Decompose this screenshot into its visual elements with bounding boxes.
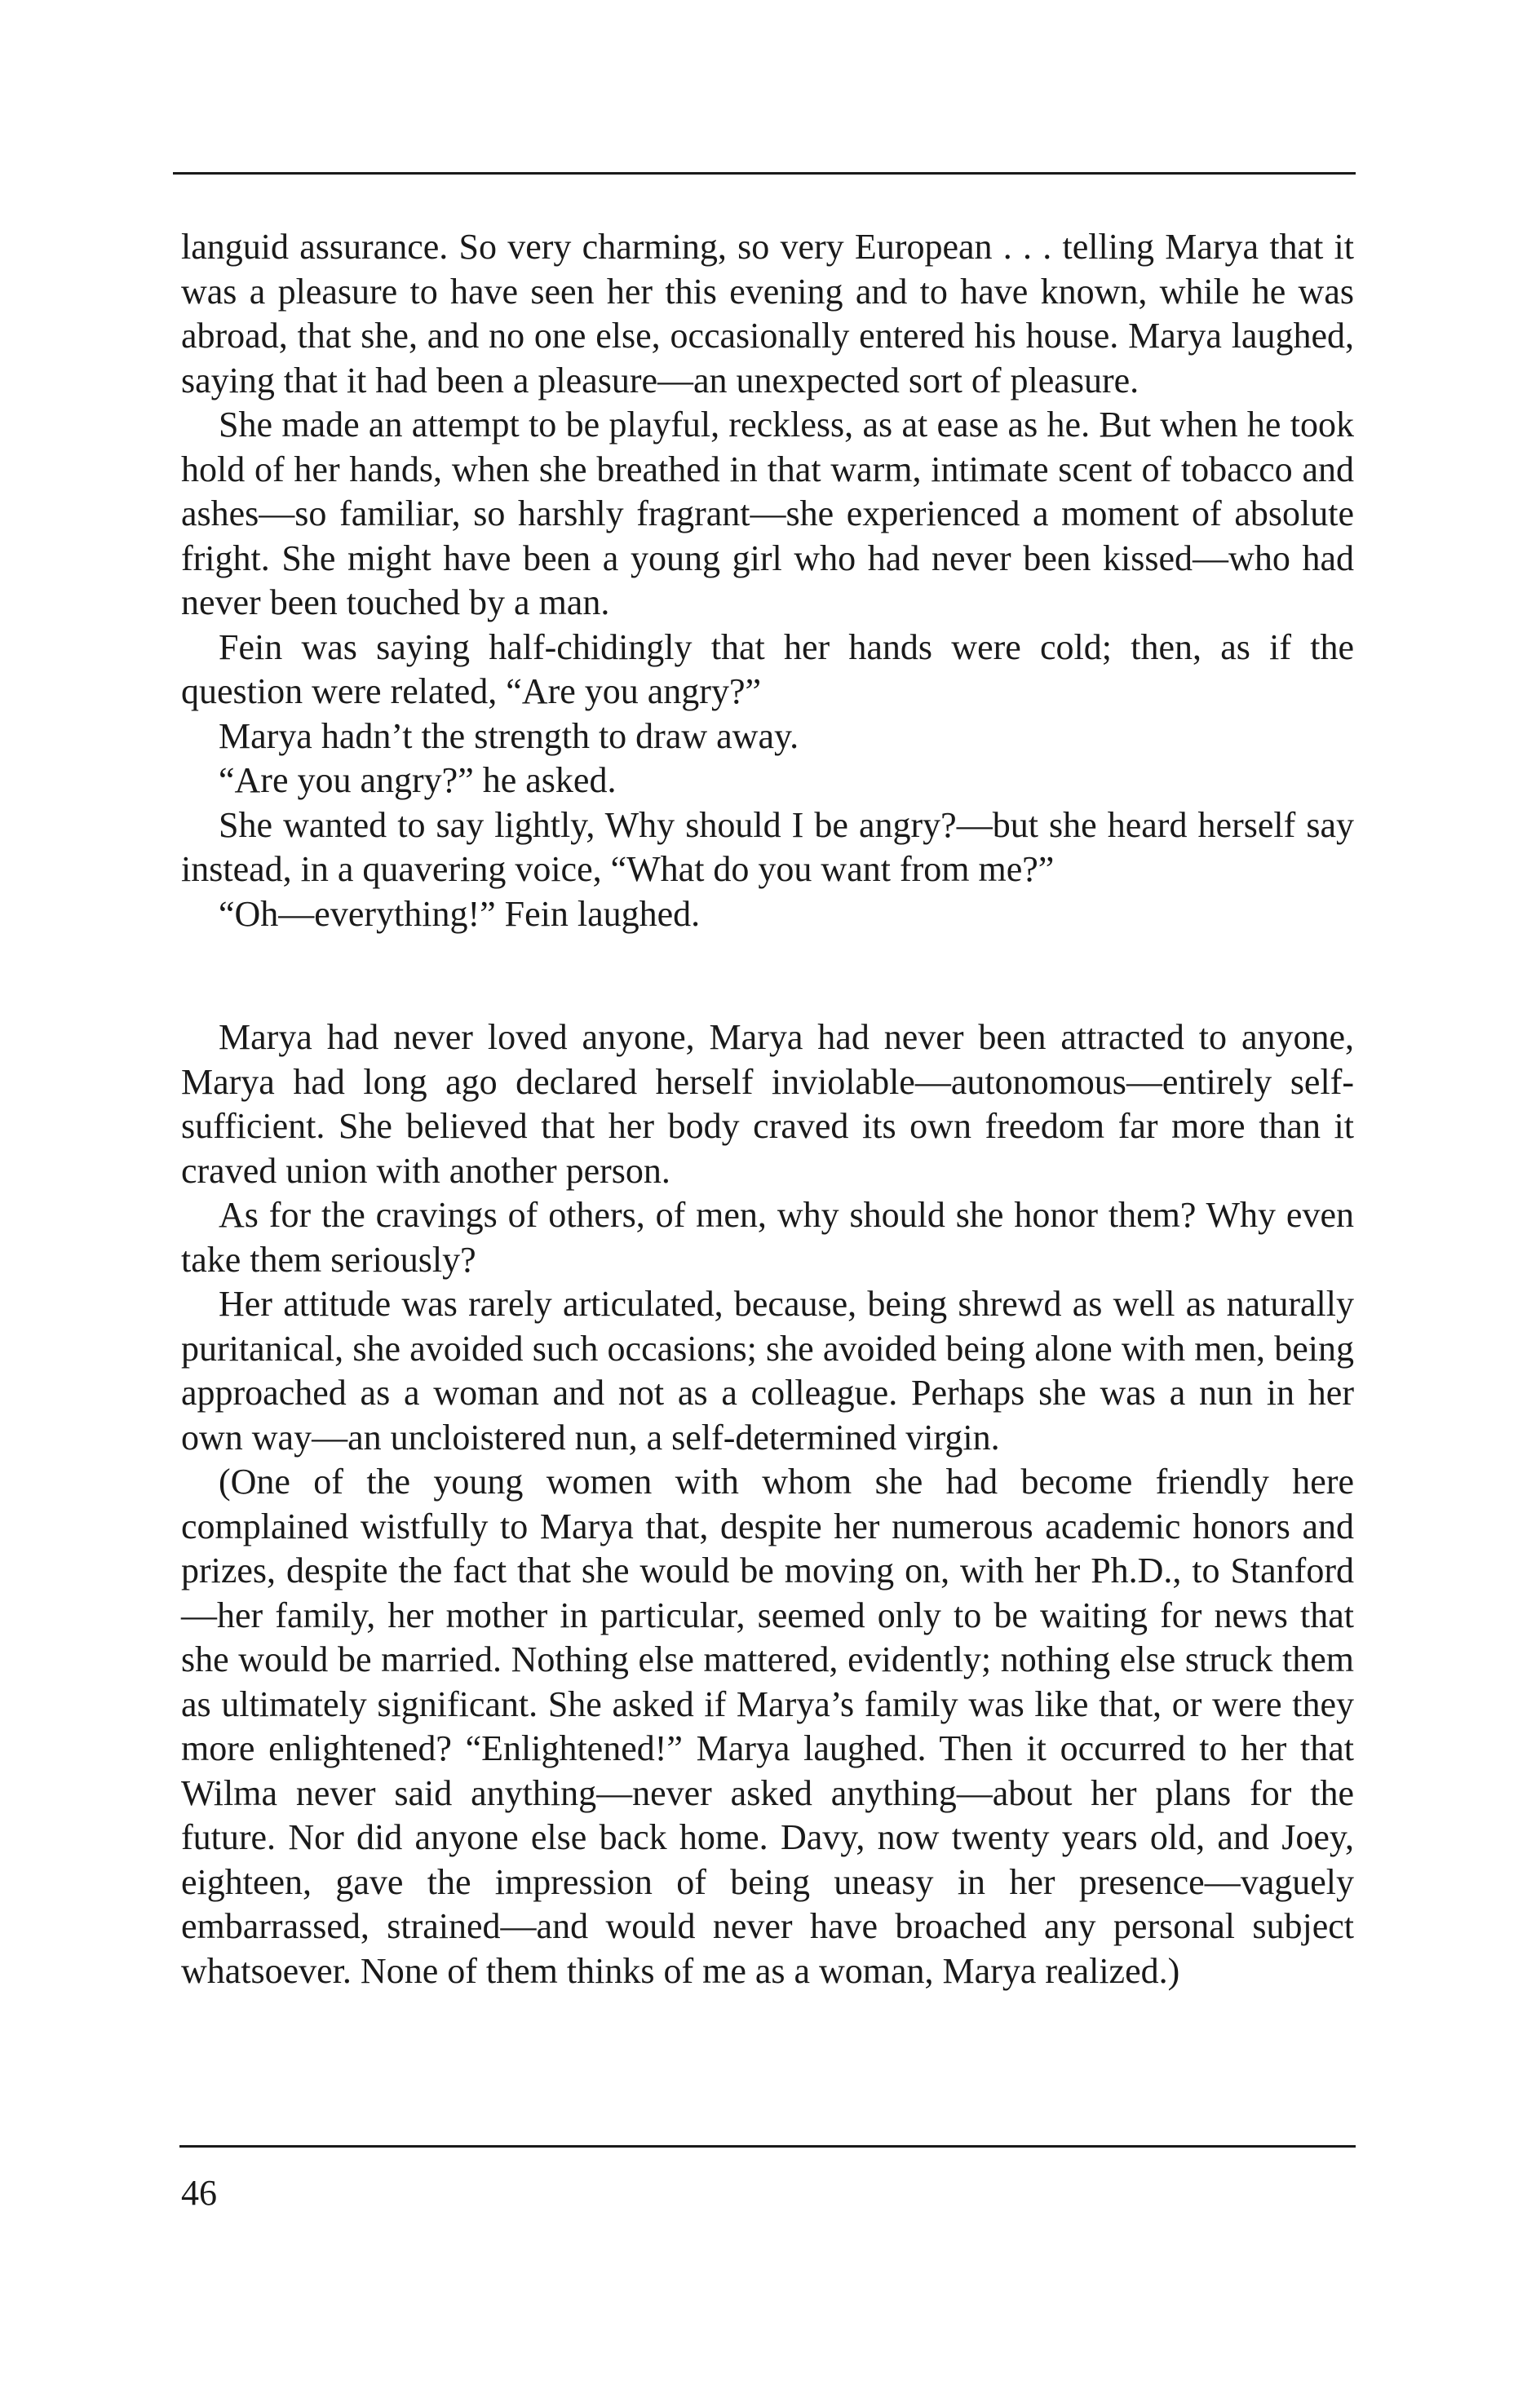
paragraph: “Are you angry?” he asked.	[219, 760, 617, 800]
text-section-2	[181, 1015, 1354, 1993]
paragraph: Fein was saying half-chidingly that her hands were cold; then, as if the question were related, “Are you angry?”	[181, 626, 1354, 711]
paragraph: “Oh—everything!” Fein laughed.	[219, 893, 701, 934]
text-section-1	[181, 225, 1354, 936]
bottom-rule	[179, 2145, 1356, 2148]
top-rule	[173, 172, 1356, 175]
paragraph: Marya had never loved anyone, Marya had never been attracted to anyone, Marya had long ago declared herself inviolable—autonomous—entirely self-sufficient. She believed that her body craved its own freedom far more than it craved union with another person.	[181, 1017, 1354, 1191]
paragraph: languid assurance. So very charming, so very European . . . telling Marya that it was a pleasure to have seen her this evening and to have known, while he was abroad, that she, and no one else, occasionally entered his house. Marya laughed, saying that it had been a pleasure—an unexpected sort of pleasure.	[181, 227, 1354, 400]
paragraph: Her attitude was rarely articulated, because, being shrewd as well as naturally puritanical, she avoided such occasions; she avoided being alone with men, being approached as a woman and not as a colleague. Perhaps she was a nun in her own way—an uncloistered nun, a self-determined virgin.	[181, 1284, 1354, 1458]
paragraph: She made an attempt to be playful, reckless, as at ease as he. But when he took hold of her hands, when she breathed in that warm, intimate scent of tobacco and ashes—so familiar, so harshly fragrant—she experienced a moment of absolute fright. She might have been a young girl who had never been kissed—who had never been touched by a man.	[181, 405, 1354, 622]
paragraph: Marya hadn’t the strength to draw away.	[219, 715, 799, 756]
paragraph: She wanted to say lightly, Why should I be angry?—but she heard herself say instead, in a quavering voice, “What do you want from me?”	[181, 804, 1354, 889]
paragraph: (One of the young women with whom she had become friendly here complained wistfully to Marya that, despite her numerous academic honors and prizes, despite the fact that she would be moving on, with her Ph.D., to Stanford—her family, her mother in particular, seemed only to be waiting for news that she would be married. Nothing else mattered, evidently; nothing else struck them as ultimately significant. She asked if Marya’s family was like that, or were they more enlightened? “Enlightened!” Marya laughed. Then it occurred to her that Wilma never said anything—never asked anything—about her plans for the future. Nor did anyone else back home. Davy, now twenty years old, and Joey, eighteen, gave the impression of being uneasy in her presence—vaguely embarrassed, strained—and would never have broached any personal subject whatsoever. None of them thinks of me as a woman, Marya realized.)	[181, 1462, 1354, 1991]
paragraph: As for the cravings of others, of men, why should she honor them? Why even take them seriously?	[181, 1195, 1354, 1280]
page-number: 46	[181, 2173, 217, 2213]
